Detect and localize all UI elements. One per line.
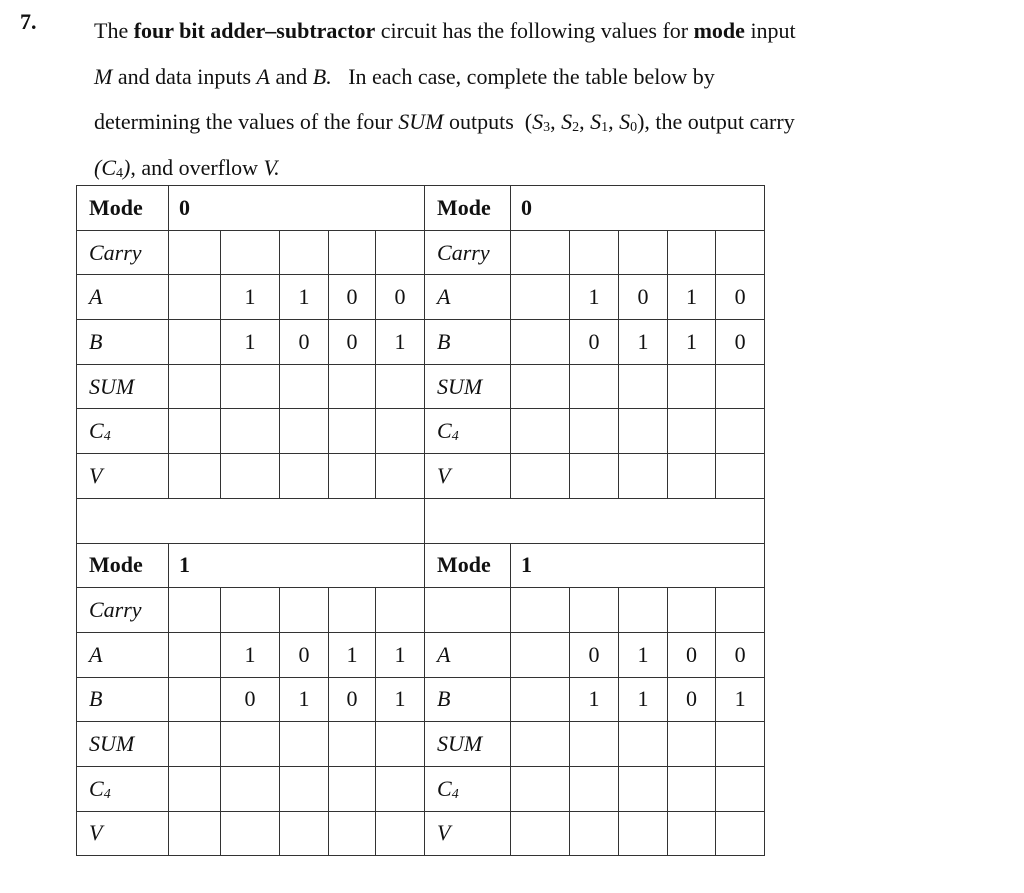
a-bit: 1 [619, 632, 668, 677]
b-bit: 1 [376, 320, 425, 365]
spacer-cell [77, 498, 425, 543]
a-bit: 0 [716, 275, 765, 320]
b-bit: 0 [570, 320, 619, 365]
carry-cell[interactable] [221, 588, 280, 633]
carry-cell[interactable] [376, 588, 425, 633]
blank-cell [511, 275, 570, 320]
sum-cell[interactable] [619, 722, 668, 767]
carry-row-top [77, 230, 765, 275]
mode-label: Mode [77, 186, 169, 231]
carry-cell[interactable] [425, 588, 511, 633]
mode-value-top-right: 0 [511, 186, 765, 231]
blank-cell [169, 632, 221, 677]
a-bit: 0 [668, 632, 716, 677]
c4-cell[interactable] [511, 766, 570, 811]
mode-value-bottom-left: 1 [169, 543, 425, 588]
v-row-top [77, 454, 765, 499]
v-cell[interactable] [716, 811, 765, 856]
carry-cell[interactable] [619, 588, 668, 633]
b-bit: 1 [619, 677, 668, 722]
b-row-top [77, 320, 765, 365]
v-label: V [77, 454, 169, 499]
a-bit: 1 [668, 275, 716, 320]
carry-cell[interactable] [169, 230, 221, 275]
mode-value-bottom-right: 1 [511, 543, 765, 588]
carry-cell[interactable] [668, 588, 716, 633]
b-bit: 1 [376, 677, 425, 722]
a-bit: 0 [329, 275, 376, 320]
carry-cell[interactable] [280, 230, 329, 275]
c4-cell[interactable] [716, 766, 765, 811]
carry-label: Carry [77, 588, 169, 633]
b-label: B [77, 677, 169, 722]
v-cell[interactable] [169, 811, 221, 856]
v-cell[interactable] [668, 811, 716, 856]
sum-cell[interactable] [221, 722, 280, 767]
c4-cell[interactable] [221, 766, 280, 811]
v-cell[interactable] [716, 454, 765, 499]
c4-cell[interactable] [511, 409, 570, 454]
sum-cell[interactable] [511, 722, 570, 767]
c4-cell[interactable] [376, 766, 425, 811]
c4-cell[interactable] [619, 409, 668, 454]
c4-cell[interactable] [280, 409, 329, 454]
question-line-4: $(C_4)$, and overflow V. [94, 154, 280, 181]
v-row-bottom [77, 811, 765, 856]
v-cell[interactable] [280, 454, 329, 499]
sum-cell[interactable] [668, 364, 716, 409]
a-row-top [77, 275, 765, 320]
b-bit: 0 [221, 677, 280, 722]
a-bit: 0 [280, 632, 329, 677]
mode-label: Mode [425, 186, 511, 231]
sum-cell[interactable] [169, 722, 221, 767]
question-line-2: M and data inputs A and B. In each case, complete the table below by [94, 63, 715, 89]
carry-row-bottom [77, 588, 765, 633]
v-cell[interactable] [280, 811, 329, 856]
a-bit: 0 [716, 632, 765, 677]
a-bit: 1 [221, 632, 280, 677]
sum-row-top [77, 364, 765, 409]
mode-label: Mode [425, 543, 511, 588]
b-bit: 0 [329, 320, 376, 365]
c4-cell[interactable] [668, 409, 716, 454]
question-line-1: The four bit adder–subtractor circuit has the following values for mode input [94, 18, 796, 43]
carry-cell[interactable] [511, 230, 570, 275]
c4-cell[interactable] [280, 766, 329, 811]
c4-label: $C_4$ [425, 409, 511, 454]
c4-cell[interactable] [716, 409, 765, 454]
sum-cell[interactable] [570, 722, 619, 767]
b-bit: 0 [668, 677, 716, 722]
b-bit: 1 [668, 320, 716, 365]
carry-cell[interactable] [376, 230, 425, 275]
c4-cell[interactable] [570, 409, 619, 454]
sum-row-bottom [77, 722, 765, 767]
a-bit: 1 [570, 275, 619, 320]
c4-cell[interactable] [221, 409, 280, 454]
blank-cell [511, 632, 570, 677]
sum-cell[interactable] [511, 364, 570, 409]
carry-cell[interactable] [570, 230, 619, 275]
carry-cell[interactable] [619, 230, 668, 275]
carry-cell[interactable] [716, 230, 765, 275]
v-cell[interactable] [376, 811, 425, 856]
carry-cell[interactable] [329, 230, 376, 275]
c4-cell[interactable] [169, 766, 221, 811]
v-cell[interactable] [619, 454, 668, 499]
sum-cell[interactable] [716, 722, 765, 767]
v-label: V [425, 811, 511, 856]
b-bit: 1 [570, 677, 619, 722]
sum-cell[interactable] [376, 722, 425, 767]
a-bit: 0 [619, 275, 668, 320]
v-label: V [425, 454, 511, 499]
carry-cell[interactable] [570, 588, 619, 633]
sum-cell[interactable] [329, 722, 376, 767]
sum-cell[interactable] [619, 364, 668, 409]
c4-label: $C_4$ [77, 766, 169, 811]
b-bit: 1 [619, 320, 668, 365]
c4-cell[interactable] [329, 766, 376, 811]
a-row-bottom [77, 632, 765, 677]
c4-cell[interactable] [169, 409, 221, 454]
mode-row-bottom [77, 543, 765, 588]
b-bit: 0 [329, 677, 376, 722]
c4-label: $C_4$ [77, 409, 169, 454]
v-cell[interactable] [619, 811, 668, 856]
carry-label: Carry [425, 230, 511, 275]
carry-cell[interactable] [221, 230, 280, 275]
carry-cell[interactable] [668, 230, 716, 275]
v-cell[interactable] [570, 454, 619, 499]
v-cell[interactable] [329, 454, 376, 499]
a-bit: 1 [329, 632, 376, 677]
sum-label: SUM [425, 364, 511, 409]
a-bit: 1 [280, 275, 329, 320]
sum-label: SUM [77, 722, 169, 767]
question-number: 7. [20, 9, 37, 34]
carry-label: Carry [77, 230, 169, 275]
blank-cell [511, 677, 570, 722]
sum-cell[interactable] [329, 364, 376, 409]
v-cell[interactable] [169, 454, 221, 499]
a-label: A [77, 632, 169, 677]
v-cell[interactable] [511, 454, 570, 499]
b-bit: 0 [280, 320, 329, 365]
c4-row-top [77, 409, 765, 454]
question-line-3: determining the values of the four SUM outputs ($S_3$, $S_2$, $S_1$, $S_0$), the output carry [94, 109, 795, 135]
c4-cell[interactable] [668, 766, 716, 811]
v-cell[interactable] [221, 454, 280, 499]
b-bit: 0 [716, 320, 765, 365]
sum-cell[interactable] [716, 364, 765, 409]
a-label: A [77, 275, 169, 320]
a-bit: 1 [221, 275, 280, 320]
b-bit: 1 [280, 677, 329, 722]
spacer-cell [425, 498, 765, 543]
b-bit: 1 [716, 677, 765, 722]
v-cell[interactable] [570, 811, 619, 856]
c4-row-bottom [77, 766, 765, 811]
a-label: A [425, 275, 511, 320]
sum-cell[interactable] [221, 364, 280, 409]
v-label: V [77, 811, 169, 856]
a-label: A [425, 632, 511, 677]
a-bit: 1 [376, 632, 425, 677]
v-cell[interactable] [376, 454, 425, 499]
b-bit: 1 [221, 320, 280, 365]
a-bit: 0 [570, 632, 619, 677]
v-cell[interactable] [511, 811, 570, 856]
carry-cell[interactable] [169, 588, 221, 633]
blank-cell [169, 320, 221, 365]
a-bit: 0 [376, 275, 425, 320]
mode-value-top-left: 0 [169, 186, 425, 231]
blank-cell [511, 320, 570, 365]
sum-cell[interactable] [169, 364, 221, 409]
b-row-bottom [77, 677, 765, 722]
blank-cell [169, 677, 221, 722]
carry-cell[interactable] [511, 588, 570, 633]
sum-label: SUM [425, 722, 511, 767]
c4-cell[interactable] [570, 766, 619, 811]
sum-cell[interactable] [376, 364, 425, 409]
c4-cell[interactable] [376, 409, 425, 454]
sum-cell[interactable] [280, 722, 329, 767]
sum-cell[interactable] [570, 364, 619, 409]
spacer-row [77, 498, 765, 543]
sum-cell[interactable] [668, 722, 716, 767]
mode-label: Mode [77, 543, 169, 588]
c4-cell[interactable] [329, 409, 376, 454]
carry-cell[interactable] [280, 588, 329, 633]
blank-cell [169, 275, 221, 320]
carry-cell[interactable] [329, 588, 376, 633]
v-cell[interactable] [221, 811, 280, 856]
carry-cell[interactable] [716, 588, 765, 633]
sum-cell[interactable] [280, 364, 329, 409]
c4-label: $C_4$ [425, 766, 511, 811]
v-cell[interactable] [329, 811, 376, 856]
b-label: B [425, 320, 511, 365]
mode-row-top [77, 186, 765, 231]
adder-subtractor-table [76, 185, 765, 856]
c4-cell[interactable] [619, 766, 668, 811]
question-text [94, 8, 994, 190]
b-label: B [425, 677, 511, 722]
sum-label: SUM [77, 364, 169, 409]
b-label: B [77, 320, 169, 365]
v-cell[interactable] [668, 454, 716, 499]
